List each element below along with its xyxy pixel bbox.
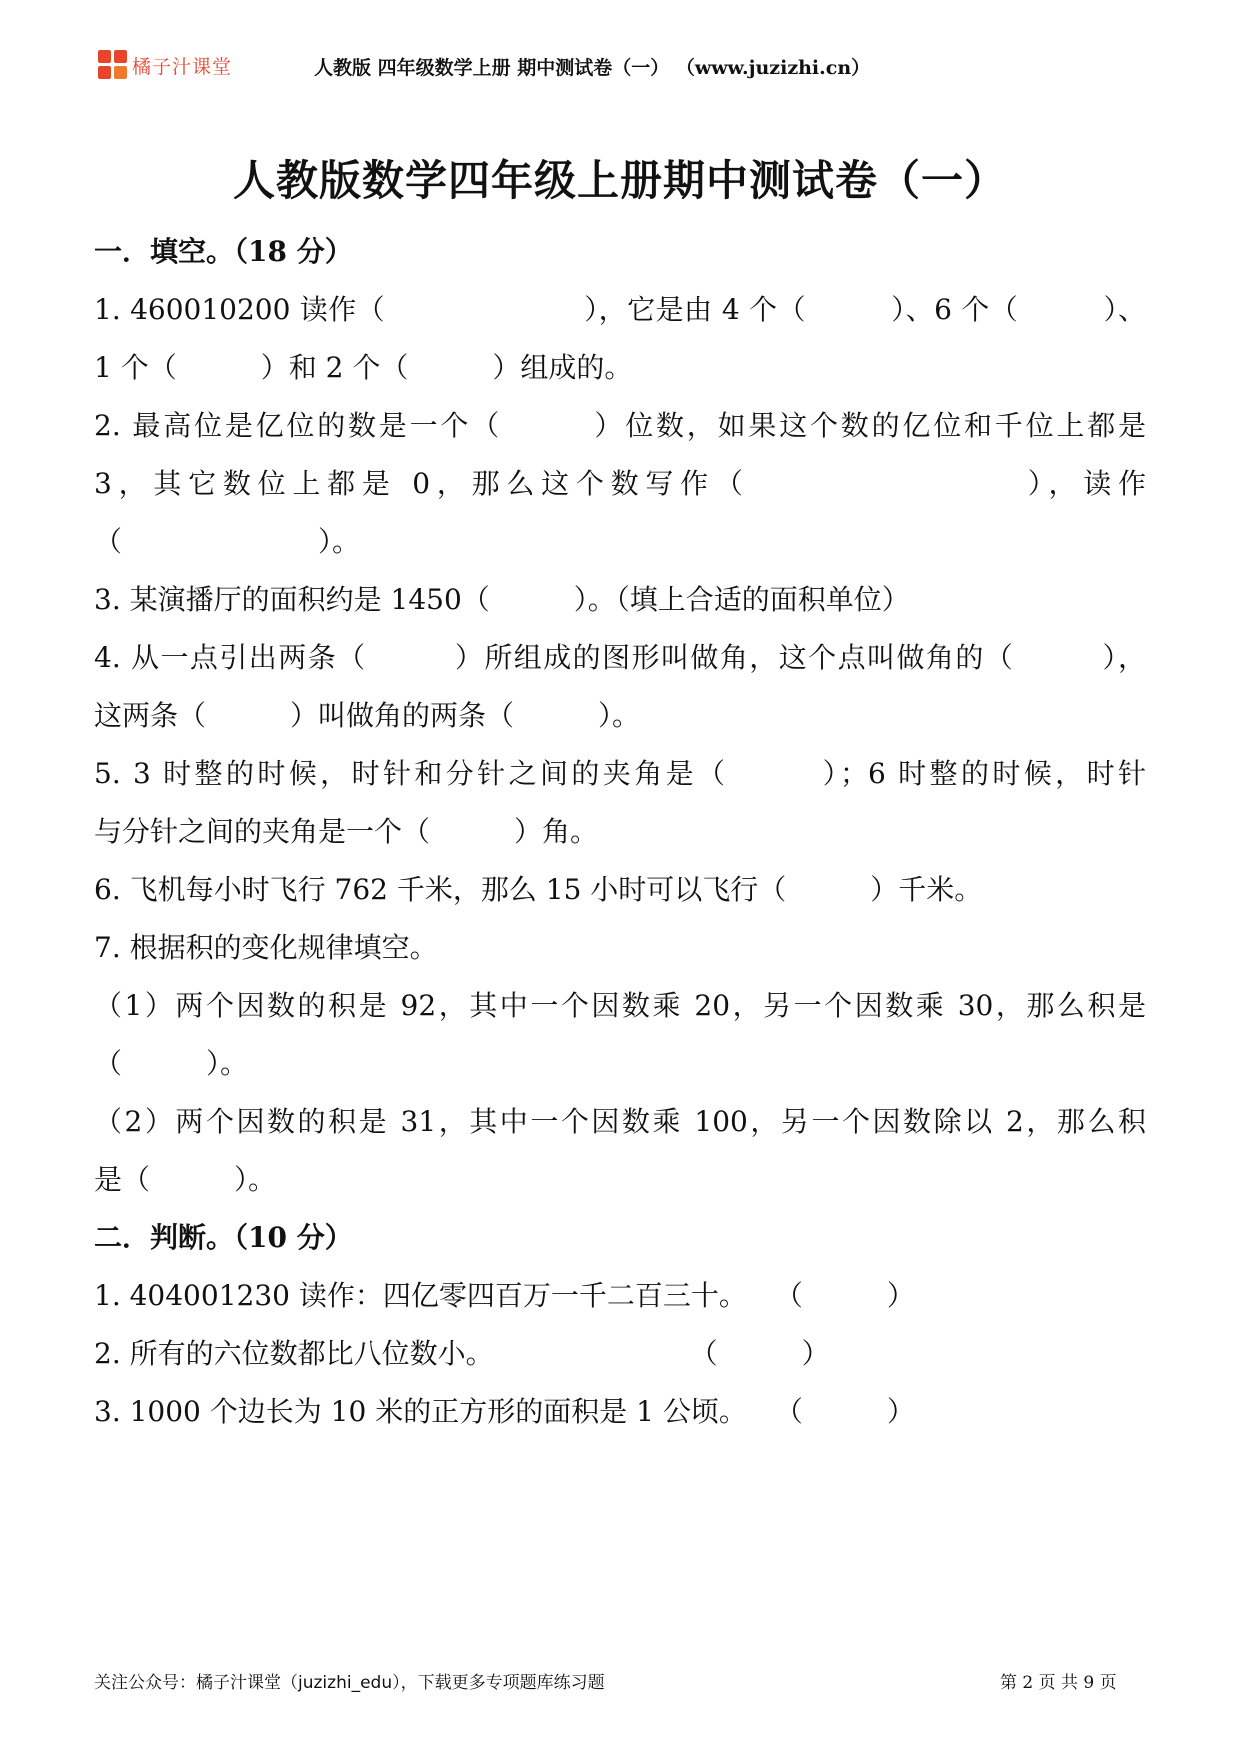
- question-2-line-1: 2. 最高位是亿位的数是一个（ ）位数，如果这个数的亿位和千位上都是: [94, 409, 1146, 442]
- brand-logo: [98, 50, 232, 80]
- question-3: 3. 某演播厅的面积约是 1450（ ）。（填上合适的面积单位）: [94, 583, 910, 616]
- judge-question-1: 1. 404001230 读作：四亿零四百万一千二百三十。 （ ）: [94, 1279, 915, 1312]
- question-4-line-1: 4. 从一点引出两条（ ）所组成的图形叫做角，这个点叫做角的（ ），: [94, 641, 1146, 674]
- question-7: 7. 根据积的变化规律填空。: [94, 931, 438, 964]
- logo-icon: [98, 50, 128, 80]
- question-1-line-1: 1. 460010200 读作（ ），它是由 4 个（ ）、6 个（ ）、: [94, 293, 1146, 326]
- logo-text: 橘子汁课堂: [132, 55, 233, 78]
- judge-question-2: 2. 所有的六位数都比八位数小。 （ ）: [94, 1337, 830, 1370]
- question-1-line-2: 1 个（ ）和 2 个（ ）组成的。: [94, 351, 633, 384]
- question-2-line-2: 3，其它数位上都是 0，那么这个数写作（ ），读作: [94, 467, 1146, 500]
- section-heading-true-false: 二．判断。（10 分）: [94, 1221, 353, 1254]
- page-header: [98, 48, 1148, 84]
- question-6: 6. 飞机每小时飞行 762 千米，那么 15 小时可以飞行（ ）千米。: [94, 873, 983, 906]
- question-4-line-2: 这两条（ ）叫做角的两条（ ）。: [94, 699, 641, 732]
- question-7-part-2-line-2: 是（ ）。: [94, 1163, 277, 1196]
- question-7-part-2-line-1: （2）两个因数的积是 31，其中一个因数乘 100，另一个因数除以 2，那么积: [94, 1105, 1146, 1138]
- question-2-line-3: （ ）。: [94, 525, 361, 558]
- footer-note: 关注公众号：橘子汁课堂（juzizhi_edu），下载更多专项题库练习题: [94, 1673, 605, 1693]
- header-title: 人教版 四年级数学上册 期中测试卷（一） （www.juzizhi.cn）: [314, 57, 871, 79]
- document-title: 人教版数学四年级上册期中测试卷（一）: [232, 156, 1007, 205]
- question-7-part-1-line-2: （ ）。: [94, 1047, 249, 1080]
- question-5-line-2: 与分针之间的夹角是一个（ ）角。: [94, 815, 599, 848]
- section-heading-fill-blank: 一．填空。（18 分）: [94, 235, 353, 268]
- page-number: 第 2 页 共 9 页: [1000, 1673, 1117, 1693]
- judge-question-3: 3. 1000 个边长为 10 米的正方形的面积是 1 公顷。 （ ）: [94, 1395, 915, 1428]
- question-7-part-1-line-1: （1）两个因数的积是 92，其中一个因数乘 20，另一个因数乘 30，那么积是: [94, 989, 1146, 1022]
- question-5-line-1: 5. 3 时整的时候，时针和分针之间的夹角是（ ）；6 时整的时候，时针: [94, 757, 1146, 790]
